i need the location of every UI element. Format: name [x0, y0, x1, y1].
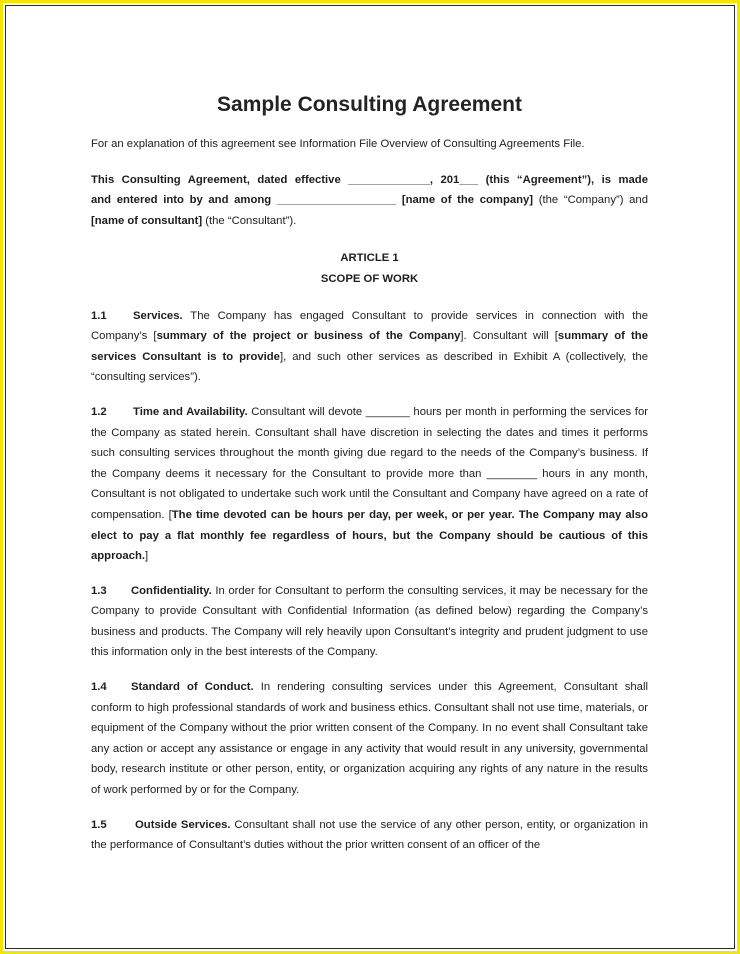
preamble-line-2 — [91, 190, 648, 211]
section-1-3: 1.3 Confidentiality. In order for Consultant to perform the consulting services, it may be necessary for the Company to provide Consultant with Confidential Information (as defined below) regarding the Company’s business and products. The Company will rely heavily upon Consultant’s integrity and prudent judgment to use this information only in the best interests of the Company. — [91, 581, 648, 663]
section-title: Outside Services. — [135, 818, 231, 831]
section-number: 1.1 — [91, 309, 107, 322]
preamble-line-3 — [91, 211, 648, 232]
section-title: Time and Availability. — [133, 405, 248, 418]
document-body — [91, 88, 648, 856]
section-number: 1.4 — [91, 681, 107, 694]
document-title: Sample Consulting Agreement — [217, 93, 522, 116]
section-1-1: 1.1 Services. The Company has engaged Consultant to provide services in connection with the Company’s [summary of the project or business of the Company]. Consultant will [summary of the services Consultant is to provide], and such other services as described in Exhibit A (collectively, the “consulting services”). — [91, 306, 648, 388]
section-title: Confidentiality. — [131, 584, 212, 597]
section-title: Standard of Conduct. — [131, 681, 254, 694]
preamble — [91, 170, 648, 232]
preamble-consultant-placeholder: [name of consultant] — [91, 214, 203, 227]
section-number: 1.3 — [91, 584, 107, 597]
article-title: SCOPE OF WORK — [320, 272, 419, 285]
preamble-consultant-label: (the “Consultant”). — [202, 214, 297, 227]
section-title: Services. — [133, 309, 183, 322]
intro-note: For an explanation of this agreement see Information File Overview of Consulting Agreements File. — [91, 138, 585, 150]
section-1-4: 1.4 Standard of Conduct. In rendering consulting services under this Agreement, Consultant shall conform to high professional standards of work and business ethics. Consultant shall not use time, materials, or equipment of the Company without the prior written consent of the Company. In no event shall Consultant take any action or accept any assistance or engage in any activity that would result in any university, governmental body, research institute or other person, entity, or organization acquiring any rights of any nature in the results of work performed by or for the Company. — [91, 677, 648, 801]
article-number: ARTICLE 1 — [340, 252, 399, 265]
section-number: 1.5 — [91, 818, 107, 831]
preamble-company-label: (the “Company”) and — [533, 194, 648, 207]
section-number: 1.2 — [91, 405, 107, 418]
preamble-line-1: This Consulting Agreement, dated effective _____________, 201___ (this “Agreement”), is made — [91, 173, 648, 186]
preamble-company-placeholder: and entered into by and among ___________________ [name of the company] — [91, 194, 534, 207]
section-1-5: 1.5 Outside Services. Consultant shall not use the service of any other person, entity, or organization in the performance of Consultant’s duties without the prior written consent of an officer of the — [91, 815, 648, 856]
section-1-2: 1.2 Time and Availability. Consultant will devote _______ hours per month in performing the services for the Company as stated herein. Consultant shall have discretion in selecting the dates and times it performs such consulting services throughout the month giving due regard to the needs of the Company’s business. If the Company deems it necessary for the Consultant to provide more than ________ hours in any month, Consultant is not obligated to undertake such work until the Consultant and Company have agreed on a rate of compensation. [The time devoted can be hours per day, per week, or per year. The Company may also elect to pay a flat monthly fee regardless of hours, but the Company should be cautious of this approach.] — [91, 402, 648, 567]
article-heading — [91, 248, 648, 289]
